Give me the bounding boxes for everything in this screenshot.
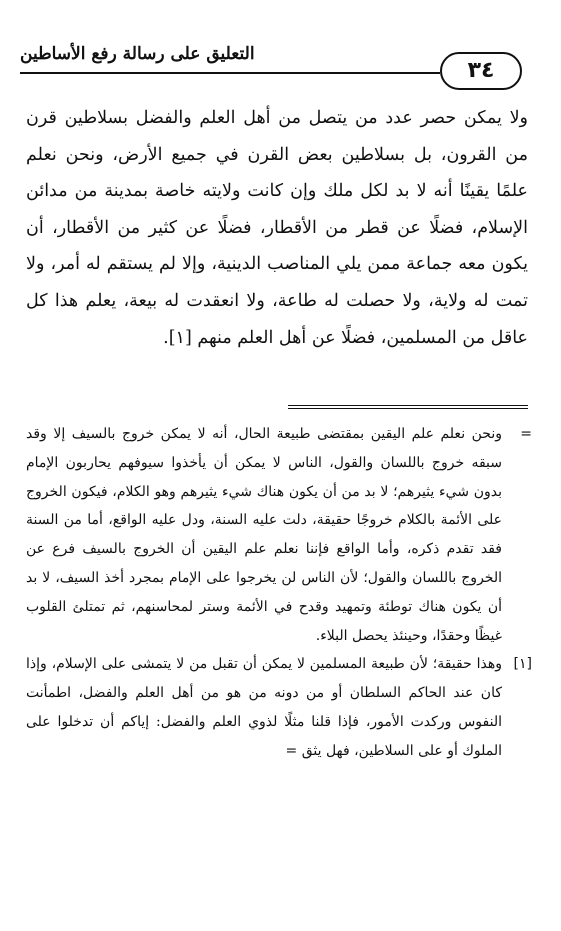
page-header [20,40,542,88]
footnote-marker: = [520,426,532,442]
footnote-text: وهذا حقيقة؛ لأن طبيعة المسلمين لا يمكن أن تقبل من لا يتمشى على الإسلام، وإذا كان عند الحاكم السلطان أو من دونه من هو من أهل العلم والفضل، اطمأنت النفوس وركدت الأمور، فإذا قلنا مثلًا لذوي العلم والفضل: إياكم أن تدخلوا على الملوك أو على السلاطين، فهل يثق = [26,656,502,759]
footnote-text: ونحن نعلم علم اليقين بمقتضى طبيعة الحال، أنه لا يمكن خروج بالسيف إلا وقد سبقه خروج باللسان والقول، الناس لا يمكن أن يأخذوا سيوفهم يحاربون الإمام بدون شيء يثيرهم؛ لا بد من أن يكون هناك شيء يثيرهم وهو الكلام، فيكون الخروج على الأئمة بالكلام خروجًا حقيقة، دلت عليه السنة، ودل عليه الواقع، أما من السنة فقد تقدم ذكره، وأما الواقع فإننا نعلم علم اليقين أن الخروج بالسيف فرع عن الخروج باللسان والقول؛ لأن الناس لن يخرجوا على الإمام بمجرد أخذ السيف، لا بد أن يكون هناك توطئة وتمهيد وقدح في الأئمة وستر لمحاسنهم، ثم تمتلئ القلوب غيظًا وحقدًا، وحينئذ يحصل البلاء. [26,426,502,644]
footnote-marker: [١] [513,656,532,673]
footnote-separator [288,405,528,409]
running-title: التعليق على رسالة رفع الأساطين [20,44,255,64]
footnotes [26,420,532,766]
main-paragraph: ولا يمكن حصر عدد من يتصل من أهل العلم والفضل بسلاطين قرن من القرون، بل بسلاطين بعض القرن في جميع الأرض، ونحن نعلم علمًا يقينًا أنه لا بد لكل ملك وإن كانت ولايته خاصة بمدينة من مدائن الإسلام، فضلًا عن قطر من الأقطار، فضلًا عن كثير من الأقطار، أن يكون معه جماعة ممن يلي المناصب الدينية، وإلا لم يستقم له أمر، ولا تمت له ولاية، ولا حصلت له طاعة، ولا انعقدت له بيعة، يعلم هذا كل عاقل من المسلمين، فضلًا عن أهل العلم منهم [١]. [26,108,528,348]
page-number: ٣٤ [440,52,522,90]
main-text [26,100,528,356]
header-rule [20,72,440,74]
footnote-continued [26,420,532,650]
footnote-1 [26,650,532,765]
